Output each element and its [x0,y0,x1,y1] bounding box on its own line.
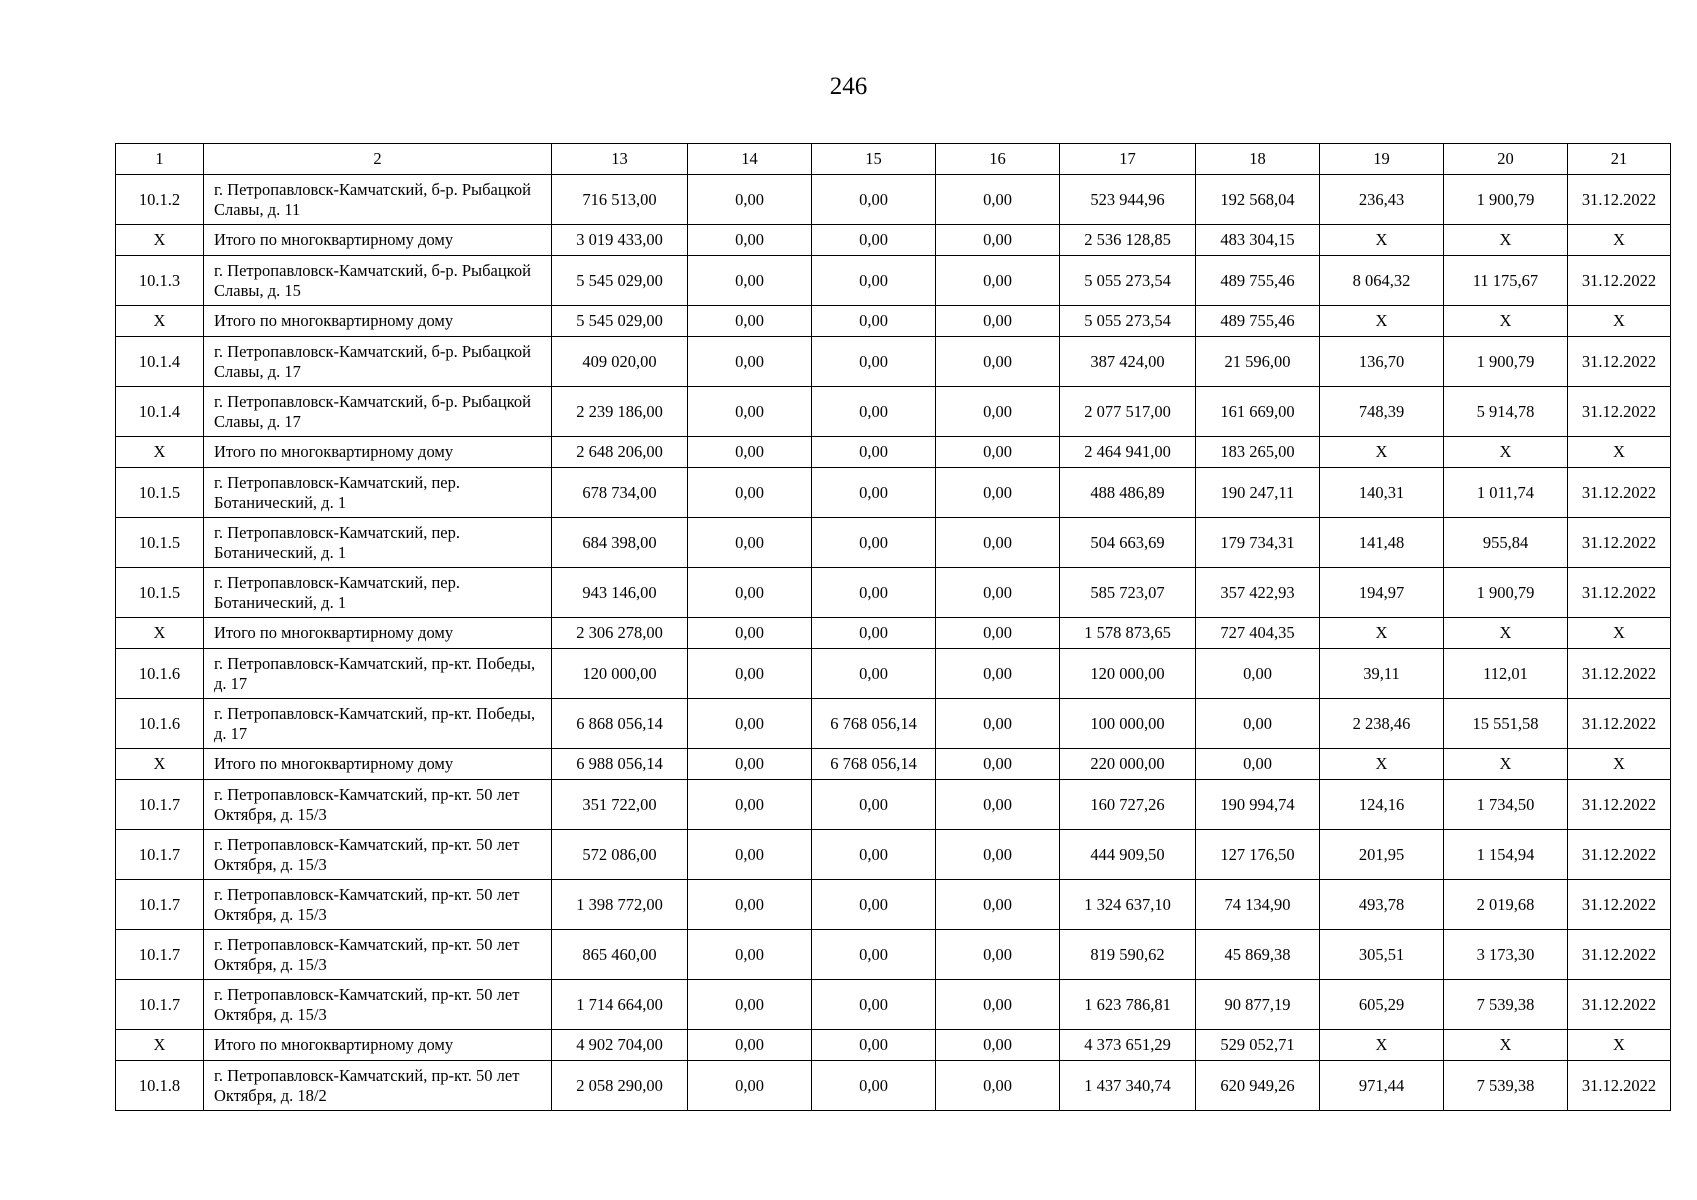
value-cell: 489 755,46 [1196,306,1320,337]
value-cell: 0,00 [688,256,812,306]
value-cell: 684 398,00 [552,518,688,568]
value-cell: 0,00 [812,437,936,468]
value-cell: 0,00 [936,468,1060,518]
column-header: 1 [116,144,204,175]
address-cell: Итого по многоквартирному дому [204,306,552,337]
value-cell: 0,00 [812,780,936,830]
value-cell: 179 734,31 [1196,518,1320,568]
value-cell: 0,00 [936,437,1060,468]
value-cell: 0,00 [812,306,936,337]
column-header: 18 [1196,144,1320,175]
value-cell: 504 663,69 [1060,518,1196,568]
column-header: 17 [1060,144,1196,175]
item-number-cell: X [116,225,204,256]
table-row [116,780,1671,830]
address-cell: г. Петропавловск-Камчатский, пр-кт. 50 лет Октября, д. 18/2 [204,1061,552,1111]
value-cell: 0,00 [1196,649,1320,699]
value-cell: X [1320,749,1444,780]
value-cell: X [1568,749,1671,780]
value-cell: 136,70 [1320,337,1444,387]
value-cell: 0,00 [688,468,812,518]
value-cell: 194,97 [1320,568,1444,618]
value-cell: 31.12.2022 [1568,649,1671,699]
value-cell: 0,00 [688,225,812,256]
value-cell: X [1568,1030,1671,1061]
value-cell: 160 727,26 [1060,780,1196,830]
item-number-cell: 10.1.6 [116,649,204,699]
table-row [116,1061,1671,1111]
value-cell: 523 944,96 [1060,175,1196,225]
value-cell: 0,00 [936,780,1060,830]
value-cell: 236,43 [1320,175,1444,225]
value-cell: 0,00 [936,518,1060,568]
value-cell: 192 568,04 [1196,175,1320,225]
value-cell: 0,00 [688,880,812,930]
value-cell: 748,39 [1320,387,1444,437]
value-cell: 0,00 [688,649,812,699]
address-cell: г. Петропавловск-Камчатский, б-р. Рыбацкой Славы, д. 15 [204,256,552,306]
item-number-cell: X [116,749,204,780]
value-cell: 161 669,00 [1196,387,1320,437]
value-cell: 3 173,30 [1444,930,1568,980]
table-row [116,880,1671,930]
value-cell: 0,00 [688,518,812,568]
value-cell: 1 900,79 [1444,175,1568,225]
value-cell: 8 064,32 [1320,256,1444,306]
value-cell: 31.12.2022 [1568,468,1671,518]
address-cell: г. Петропавловск-Камчатский, б-р. Рыбацкой Славы, д. 17 [204,337,552,387]
item-number-cell: 10.1.2 [116,175,204,225]
value-cell: X [1444,437,1568,468]
data-table [115,143,1671,1111]
total-row [116,437,1671,468]
value-cell: 305,51 [1320,930,1444,980]
value-cell: 0,00 [688,780,812,830]
value-cell: 7 539,38 [1444,1061,1568,1111]
value-cell: 488 486,89 [1060,468,1196,518]
value-cell: 357 422,93 [1196,568,1320,618]
table-header-row [116,144,1671,175]
value-cell: 2 536 128,85 [1060,225,1196,256]
value-cell: 0,00 [936,256,1060,306]
value-cell: 21 596,00 [1196,337,1320,387]
address-cell: г. Петропавловск-Камчатский, б-р. Рыбацкой Славы, д. 11 [204,175,552,225]
page-number: 246 [829,73,868,100]
value-cell: 529 052,71 [1196,1030,1320,1061]
value-cell: 39,11 [1320,649,1444,699]
item-number-cell: 10.1.7 [116,930,204,980]
value-cell: 31.12.2022 [1568,387,1671,437]
value-cell: 31.12.2022 [1568,518,1671,568]
address-cell: Итого по многоквартирному дому [204,225,552,256]
value-cell: 0,00 [1196,749,1320,780]
value-cell: 0,00 [688,175,812,225]
value-cell: 0,00 [812,880,936,930]
value-cell: 1 154,94 [1444,830,1568,880]
value-cell: 0,00 [936,699,1060,749]
address-cell: г. Петропавловск-Камчатский, пр-кт. Победы, д. 17 [204,649,552,699]
value-cell: X [1320,618,1444,649]
value-cell: 120 000,00 [1060,649,1196,699]
address-cell: г. Петропавловск-Камчатский, пер. Ботанический, д. 1 [204,518,552,568]
value-cell: 1 324 637,10 [1060,880,1196,930]
table-row [116,175,1671,225]
value-cell: 6 768 056,14 [812,749,936,780]
value-cell: 2 238,46 [1320,699,1444,749]
value-cell: 112,01 [1444,649,1568,699]
value-cell: 31.12.2022 [1568,256,1671,306]
value-cell: 2 239 186,00 [552,387,688,437]
value-cell: 0,00 [688,980,812,1030]
value-cell: 2 058 290,00 [552,1061,688,1111]
value-cell: 387 424,00 [1060,337,1196,387]
address-cell: Итого по многоквартирному дому [204,437,552,468]
total-row [116,749,1671,780]
value-cell: 6 768 056,14 [812,699,936,749]
value-cell: 1 900,79 [1444,337,1568,387]
item-number-cell: X [116,1030,204,1061]
value-cell: 0,00 [688,930,812,980]
item-number-cell: 10.1.6 [116,699,204,749]
item-number-cell: 10.1.4 [116,337,204,387]
value-cell: X [1568,618,1671,649]
value-cell: X [1320,1030,1444,1061]
value-cell: 31.12.2022 [1568,1061,1671,1111]
value-cell: 0,00 [688,830,812,880]
value-cell: 605,29 [1320,980,1444,1030]
table-row [116,980,1671,1030]
value-cell: 0,00 [688,1061,812,1111]
value-cell: 1 578 873,65 [1060,618,1196,649]
value-cell: 0,00 [688,306,812,337]
value-cell: 0,00 [936,980,1060,1030]
value-cell: 0,00 [688,699,812,749]
value-cell: 0,00 [936,225,1060,256]
value-cell: 0,00 [812,468,936,518]
value-cell: 0,00 [688,618,812,649]
value-cell: 0,00 [1196,699,1320,749]
value-cell: 0,00 [936,618,1060,649]
item-number-cell: 10.1.5 [116,568,204,618]
column-header: 14 [688,144,812,175]
table-row [116,387,1671,437]
table-row [116,337,1671,387]
address-cell: Итого по многоквартирному дому [204,618,552,649]
value-cell: 483 304,15 [1196,225,1320,256]
value-cell: 620 949,26 [1196,1061,1320,1111]
value-cell: 0,00 [936,306,1060,337]
total-row [116,618,1671,649]
value-cell: 7 539,38 [1444,980,1568,1030]
value-cell: X [1320,437,1444,468]
table-row [116,468,1671,518]
value-cell: 0,00 [936,1061,1060,1111]
value-cell: 0,00 [812,618,936,649]
value-cell: 31.12.2022 [1568,699,1671,749]
value-cell: 716 513,00 [552,175,688,225]
value-cell: 31.12.2022 [1568,780,1671,830]
value-cell: 5 545 029,00 [552,256,688,306]
value-cell: 678 734,00 [552,468,688,518]
address-cell: г. Петропавловск-Камчатский, пр-кт. 50 лет Октября, д. 15/3 [204,780,552,830]
value-cell: 0,00 [936,337,1060,387]
value-cell: 572 086,00 [552,830,688,880]
value-cell: 31.12.2022 [1568,880,1671,930]
item-number-cell: 10.1.7 [116,980,204,1030]
table-row [116,568,1671,618]
item-number-cell: X [116,437,204,468]
value-cell: 127 176,50 [1196,830,1320,880]
value-cell: 1 398 772,00 [552,880,688,930]
value-cell: 0,00 [688,568,812,618]
value-cell: 819 590,62 [1060,930,1196,980]
value-cell: 0,00 [812,1061,936,1111]
value-cell: 6 868 056,14 [552,699,688,749]
value-cell: 489 755,46 [1196,256,1320,306]
value-cell: 0,00 [936,649,1060,699]
value-cell: 0,00 [688,437,812,468]
value-cell: 0,00 [812,175,936,225]
value-cell: X [1444,618,1568,649]
value-cell: 220 000,00 [1060,749,1196,780]
value-cell: 2 306 278,00 [552,618,688,649]
value-cell: 3 019 433,00 [552,225,688,256]
value-cell: 444 909,50 [1060,830,1196,880]
value-cell: 45 869,38 [1196,930,1320,980]
value-cell: 0,00 [936,387,1060,437]
address-cell: г. Петропавловск-Камчатский, пр-кт. 50 лет Октября, д. 15/3 [204,980,552,1030]
value-cell: 0,00 [936,568,1060,618]
item-number-cell: 10.1.7 [116,880,204,930]
value-cell: 865 460,00 [552,930,688,980]
value-cell: 585 723,07 [1060,568,1196,618]
value-cell: 0,00 [936,175,1060,225]
address-cell: Итого по многоквартирному дому [204,749,552,780]
value-cell: X [1568,225,1671,256]
column-header: 21 [1568,144,1671,175]
value-cell: 31.12.2022 [1568,337,1671,387]
value-cell: 31.12.2022 [1568,980,1671,1030]
value-cell: 0,00 [812,649,936,699]
table-row [116,930,1671,980]
column-header: 19 [1320,144,1444,175]
address-cell: г. Петропавловск-Камчатский, пр-кт. Победы, д. 17 [204,699,552,749]
value-cell: 124,16 [1320,780,1444,830]
column-header: 20 [1444,144,1568,175]
table-row [116,699,1671,749]
address-cell: г. Петропавловск-Камчатский, б-р. Рыбацкой Славы, д. 17 [204,387,552,437]
value-cell: 4 373 651,29 [1060,1030,1196,1061]
value-cell: 6 988 056,14 [552,749,688,780]
value-cell: 183 265,00 [1196,437,1320,468]
table-row [116,830,1671,880]
value-cell: 351 722,00 [552,780,688,830]
value-cell: 727 404,35 [1196,618,1320,649]
value-cell: 0,00 [936,930,1060,980]
item-number-cell: 10.1.7 [116,780,204,830]
value-cell: 0,00 [936,749,1060,780]
value-cell: X [1320,225,1444,256]
value-cell: 31.12.2022 [1568,175,1671,225]
address-cell: г. Петропавловск-Камчатский, пер. Ботанический, д. 1 [204,468,552,518]
value-cell: X [1444,306,1568,337]
value-cell: 31.12.2022 [1568,930,1671,980]
value-cell: X [1320,306,1444,337]
item-number-cell: X [116,618,204,649]
column-header: 16 [936,144,1060,175]
value-cell: 100 000,00 [1060,699,1196,749]
address-cell: Итого по многоквартирному дому [204,1030,552,1061]
value-cell: 0,00 [936,880,1060,930]
value-cell: 955,84 [1444,518,1568,568]
value-cell: 0,00 [812,225,936,256]
value-cell: X [1444,1030,1568,1061]
value-cell: 0,00 [812,830,936,880]
value-cell: 0,00 [936,830,1060,880]
column-header: 2 [204,144,552,175]
value-cell: X [1568,306,1671,337]
value-cell: 0,00 [936,1030,1060,1061]
value-cell: 1 437 340,74 [1060,1061,1196,1111]
value-cell: 0,00 [812,256,936,306]
item-number-cell: 10.1.3 [116,256,204,306]
item-number-cell: 10.1.4 [116,387,204,437]
value-cell: 140,31 [1320,468,1444,518]
value-cell: 201,95 [1320,830,1444,880]
value-cell: 1 623 786,81 [1060,980,1196,1030]
table-row [116,649,1671,699]
value-cell: 493,78 [1320,880,1444,930]
value-cell: 971,44 [1320,1061,1444,1111]
value-cell: 190 247,11 [1196,468,1320,518]
column-header: 13 [552,144,688,175]
table-row [116,256,1671,306]
value-cell: 409 020,00 [552,337,688,387]
value-cell: 1 900,79 [1444,568,1568,618]
total-row [116,225,1671,256]
value-cell: 1 011,74 [1444,468,1568,518]
item-number-cell: X [116,306,204,337]
value-cell: 0,00 [812,930,936,980]
value-cell: 2 648 206,00 [552,437,688,468]
value-cell: X [1568,437,1671,468]
value-cell: 0,00 [688,337,812,387]
value-cell: 5 545 029,00 [552,306,688,337]
table-row [116,518,1671,568]
item-number-cell: 10.1.7 [116,830,204,880]
column-header: 15 [812,144,936,175]
value-cell: 0,00 [688,749,812,780]
value-cell: 141,48 [1320,518,1444,568]
value-cell: 0,00 [688,1030,812,1061]
value-cell: 74 134,90 [1196,880,1320,930]
value-cell: 5 914,78 [1444,387,1568,437]
value-cell: 0,00 [812,980,936,1030]
address-cell: г. Петропавловск-Камчатский, пр-кт. 50 лет Октября, д. 15/3 [204,830,552,880]
value-cell: 15 551,58 [1444,699,1568,749]
total-row [116,1030,1671,1061]
value-cell: 90 877,19 [1196,980,1320,1030]
value-cell: 120 000,00 [552,649,688,699]
value-cell: 1 734,50 [1444,780,1568,830]
value-cell: 0,00 [812,337,936,387]
address-cell: г. Петропавловск-Камчатский, пр-кт. 50 лет Октября, д. 15/3 [204,880,552,930]
address-cell: г. Петропавловск-Камчатский, пер. Ботанический, д. 1 [204,568,552,618]
value-cell: 4 902 704,00 [552,1030,688,1061]
value-cell: X [1444,225,1568,256]
value-cell: 190 994,74 [1196,780,1320,830]
value-cell: 0,00 [812,387,936,437]
item-number-cell: 10.1.8 [116,1061,204,1111]
value-cell: 2 019,68 [1444,880,1568,930]
value-cell: 31.12.2022 [1568,568,1671,618]
value-cell: 943 146,00 [552,568,688,618]
value-cell: 0,00 [812,568,936,618]
value-cell: 5 055 273,54 [1060,306,1196,337]
value-cell: 5 055 273,54 [1060,256,1196,306]
item-number-cell: 10.1.5 [116,468,204,518]
value-cell: 2 077 517,00 [1060,387,1196,437]
total-row [116,306,1671,337]
value-cell: 1 714 664,00 [552,980,688,1030]
value-cell: 0,00 [812,518,936,568]
value-cell: X [1444,749,1568,780]
value-cell: 0,00 [688,387,812,437]
value-cell: 31.12.2022 [1568,830,1671,880]
value-cell: 0,00 [812,1030,936,1061]
value-cell: 2 464 941,00 [1060,437,1196,468]
address-cell: г. Петропавловск-Камчатский, пр-кт. 50 лет Октября, д. 15/3 [204,930,552,980]
value-cell: 11 175,67 [1444,256,1568,306]
item-number-cell: 10.1.5 [116,518,204,568]
